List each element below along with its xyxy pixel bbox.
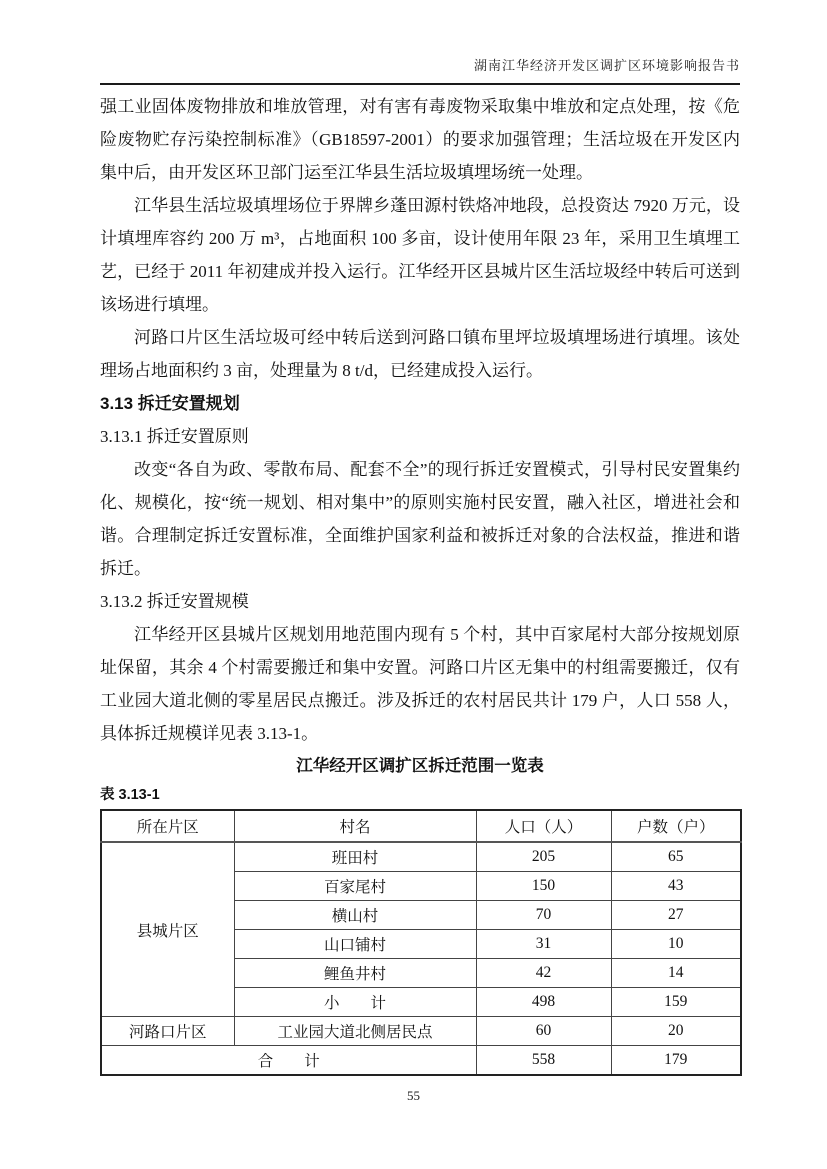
population-cell: 70	[476, 901, 611, 930]
column-header-population: 人口（人）	[476, 810, 611, 842]
village-cell: 百家尾村	[234, 872, 476, 901]
population-cell: 31	[476, 930, 611, 959]
header-title: 湖南江华经济开发区调扩区环境影响报告书	[473, 58, 740, 73]
paragraph-resettlement-principles: 改变“各自为政、零散布局、配套不全”的现行拆迁安置模式，引导村民安置集约化、规模化，按“统一规划、相对集中”的原则实施村民安置，融入社区，增进社会和谐。合理制定拆迁安置标准，全面维护国家利益和被拆迁对象的合法权益，推进和谐拆迁。	[100, 460, 740, 578]
population-cell: 150	[476, 872, 611, 901]
paragraph-resettlement-scale: 江华经开区县城片区规划用地范围内现有 5 个村，其中百家尾村大部分按规划原址保留，其余 4 个村需要搬迁和集中安置。河路口片区无集中的村组需要搬迁，仅有工业园大道北侧的零星居民点搬迁。涉及拆迁的农村居民共计 179 户，人口 558 人，具体拆迁规模详见表 3.13-1。	[100, 625, 740, 743]
district-cell: 河路口片区	[101, 1017, 234, 1046]
table-row-total	[101, 1046, 741, 1076]
village-cell: 班田村	[234, 842, 476, 872]
column-header-district: 所在片区	[101, 810, 234, 842]
population-cell: 558	[476, 1046, 611, 1076]
village-cell: 横山村	[234, 901, 476, 930]
demolition-scope-table	[100, 809, 742, 1076]
section-heading-3-13-2: 3.13.2 拆迁安置规模	[100, 592, 249, 611]
population-cell: 498	[476, 988, 611, 1017]
paragraph-solid-waste: 强工业固体废物排放和堆放管理，对有害有毒废物采取集中堆放和定点处理，按《危险废物贮存污染控制标准》（GB18597-2001）的要求加强管理；生活垃圾在开发区内集中后，由开发区环卫部门运至江华县生活垃圾填埋场统一处理。	[100, 97, 740, 182]
page-content	[100, 55, 740, 1076]
population-cell: 42	[476, 959, 611, 988]
population-cell: 60	[476, 1017, 611, 1046]
households-cell: 179	[611, 1046, 741, 1076]
households-cell: 65	[611, 842, 741, 872]
village-cell: 山口铺村	[234, 930, 476, 959]
table-caption: 江华经开区调扩区拆迁范围一览表	[296, 757, 544, 775]
page-footer	[0, 1088, 827, 1104]
page-header	[100, 55, 740, 85]
paragraph-landfill: 江华县生活垃圾填埋场位于界牌乡蓬田源村铁烙冲地段，总投资达 7920 万元，设计填埋库容约 200 万 m³，占地面积 100 多亩，设计使用年限 23 年，采用卫生填埋工艺，已经于 2011 年初建成并投入运行。江华经开区县城片区生活垃圾经中转后可送到该场进行填埋。	[100, 196, 740, 314]
table-header-row	[101, 810, 741, 842]
table-label: 表 3.13-1	[100, 787, 160, 803]
subtotal-label-cell: 小 计	[234, 988, 476, 1017]
households-cell: 27	[611, 901, 741, 930]
column-header-households: 户数（户）	[611, 810, 741, 842]
body-text	[100, 90, 740, 1076]
households-cell: 10	[611, 930, 741, 959]
population-cell: 205	[476, 842, 611, 872]
district-cell: 县城片区	[101, 842, 234, 1017]
table-row	[101, 1017, 741, 1046]
section-heading-3-13: 3.13 拆迁安置规划	[100, 394, 240, 413]
households-cell: 159	[611, 988, 741, 1017]
page-number: 55	[407, 1088, 420, 1103]
households-cell: 43	[611, 872, 741, 901]
village-cell: 鲤鱼井村	[234, 959, 476, 988]
column-header-village: 村名	[234, 810, 476, 842]
households-cell: 14	[611, 959, 741, 988]
paragraph-helukou-landfill: 河路口片区生活垃圾可经中转后送到河路口镇布里坪垃圾填埋场进行填埋。该处理场占地面积约 3 亩，处理量为 8 t/d，已经建成投入运行。	[100, 328, 740, 380]
total-label-cell: 合 计	[101, 1046, 476, 1076]
table-row	[101, 842, 741, 872]
village-cell: 工业园大道北侧居民点	[234, 1017, 476, 1046]
households-cell: 20	[611, 1017, 741, 1046]
section-heading-3-13-1: 3.13.1 拆迁安置原则	[100, 427, 249, 446]
